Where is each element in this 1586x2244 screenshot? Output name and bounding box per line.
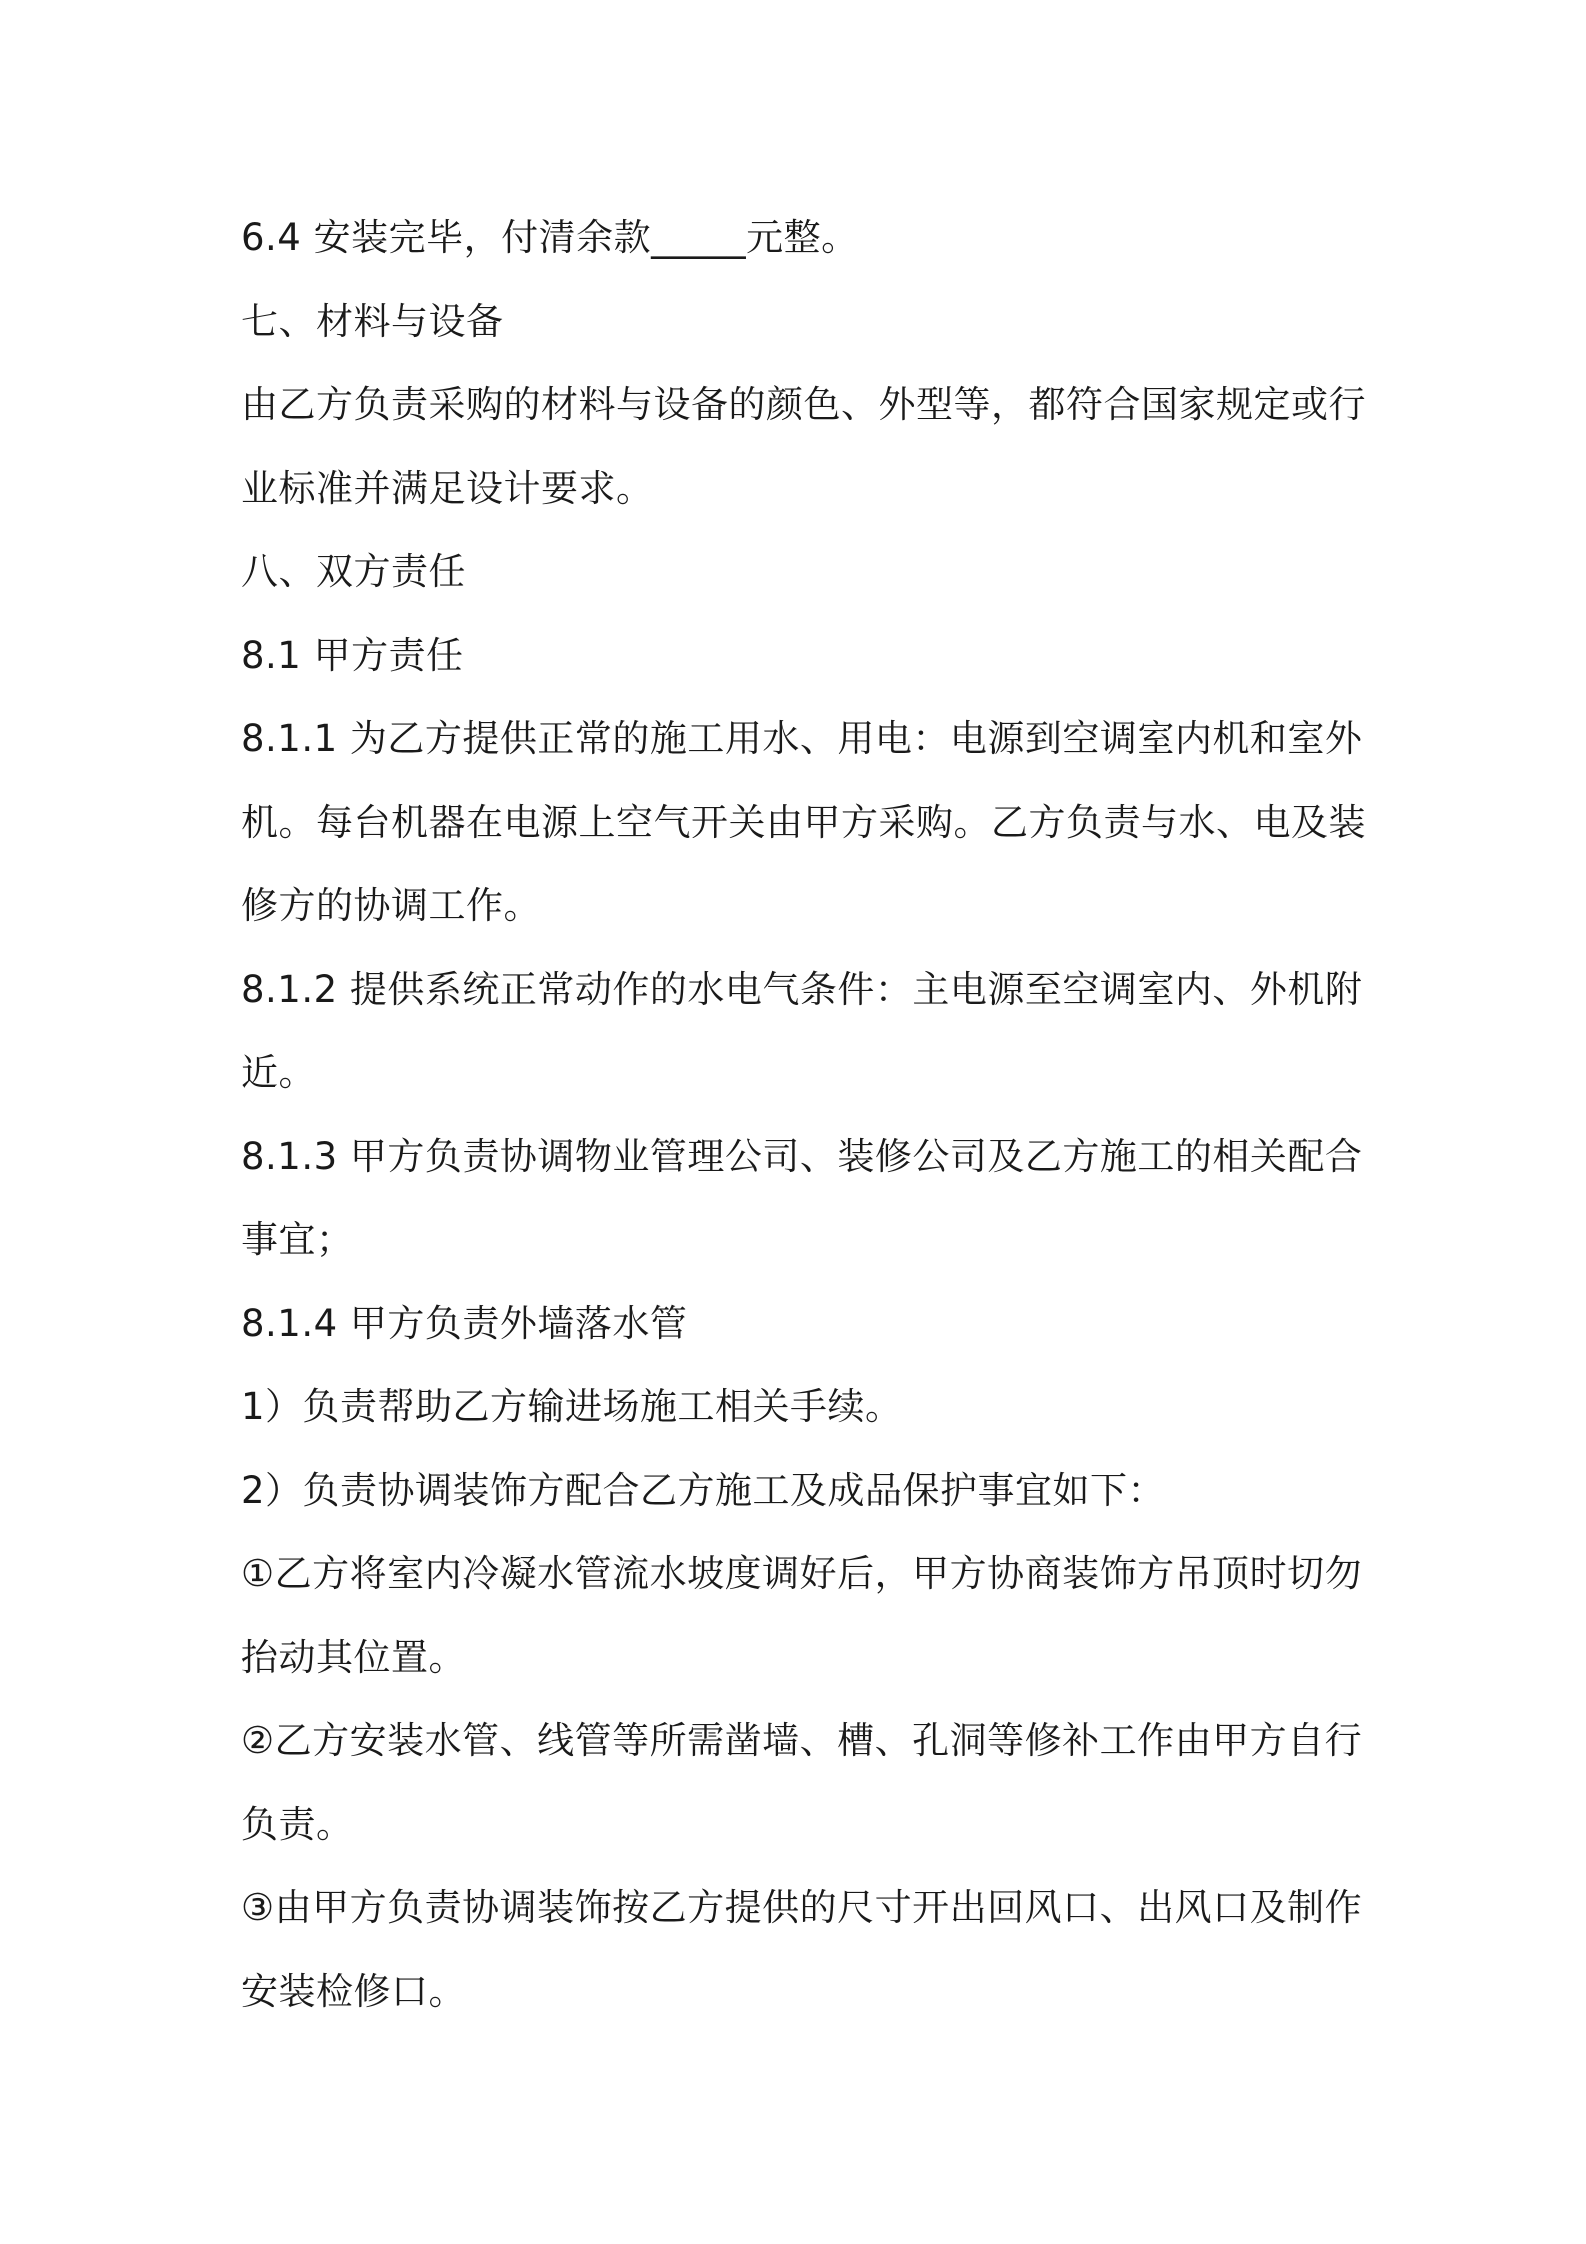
subitem-circled-2-line-1: ②乙方安装水管、线管等所需凿墙、槽、孔洞等修补工作由甲方自行 xyxy=(241,1719,1363,1762)
clause-8-1-1-line-2: 机。每台机器在电源上空气开关由甲方采购。乙方负责与水、电及装 xyxy=(241,800,1366,844)
heading-section-8-responsibilities: 八、双方责任 xyxy=(241,550,466,593)
item-1: 1）负责帮助乙方输进场施工相关手续。 xyxy=(241,1385,903,1428)
clause-8-1-3-line-1: 8.1.3 甲方负责协调物业管理公司、装修公司及乙方施工的相关配合 xyxy=(241,1134,1363,1178)
paragraph-materials-line-2: 业标准并满足设计要求。 xyxy=(241,466,654,510)
clause-8-1-4: 8.1.4 甲方负责外墙落水管 xyxy=(241,1301,688,1345)
subitem-circled-1-line-2: 抬动其位置。 xyxy=(241,1635,466,1679)
item-2: 2）负责协调装饰方配合乙方施工及成品保护事宜如下： xyxy=(241,1468,1166,1512)
clause-8-1-2-line-2: 近。 xyxy=(241,1051,316,1094)
document-body xyxy=(241,196,1366,2033)
paragraph-materials-line-1: 由乙方负责采购的材料与设备的颜色、外型等，都符合国家规定或行 xyxy=(241,383,1366,426)
clause-8-1-2-line-1: 8.1.2 提供系统正常动作的水电气条件：主电源至空调室内、外机附 xyxy=(241,967,1363,1011)
subitem-circled-1-line-1: ①乙方将室内冷凝水管流水坡度调好后，甲方协商装饰方吊顶时切勿 xyxy=(241,1552,1363,1595)
clause-8-1-3-line-2: 事宜； xyxy=(241,1218,354,1261)
heading-section-7-materials: 七、材料与设备 xyxy=(241,299,504,343)
subitem-circled-2-line-2: 负责。 xyxy=(241,1802,354,1846)
clause-8-1-1-line-1: 8.1.1 为乙方提供正常的施工用水、用电：电源到空调室内机和室外 xyxy=(241,717,1363,760)
line-6-4-final-payment: 6.4 安装完毕，付清余款_____元整。 xyxy=(241,216,859,259)
subitem-circled-3-line-2: 安装检修口。 xyxy=(241,1969,466,2013)
heading-8-1-party-a: 8.1 甲方责任 xyxy=(241,633,464,677)
clause-8-1-1-line-3: 修方的协调工作。 xyxy=(241,884,541,927)
subitem-circled-3-line-1: ③由甲方负责协调装饰按乙方提供的尺寸开出回风口、出风口及制作 xyxy=(241,1886,1363,1929)
